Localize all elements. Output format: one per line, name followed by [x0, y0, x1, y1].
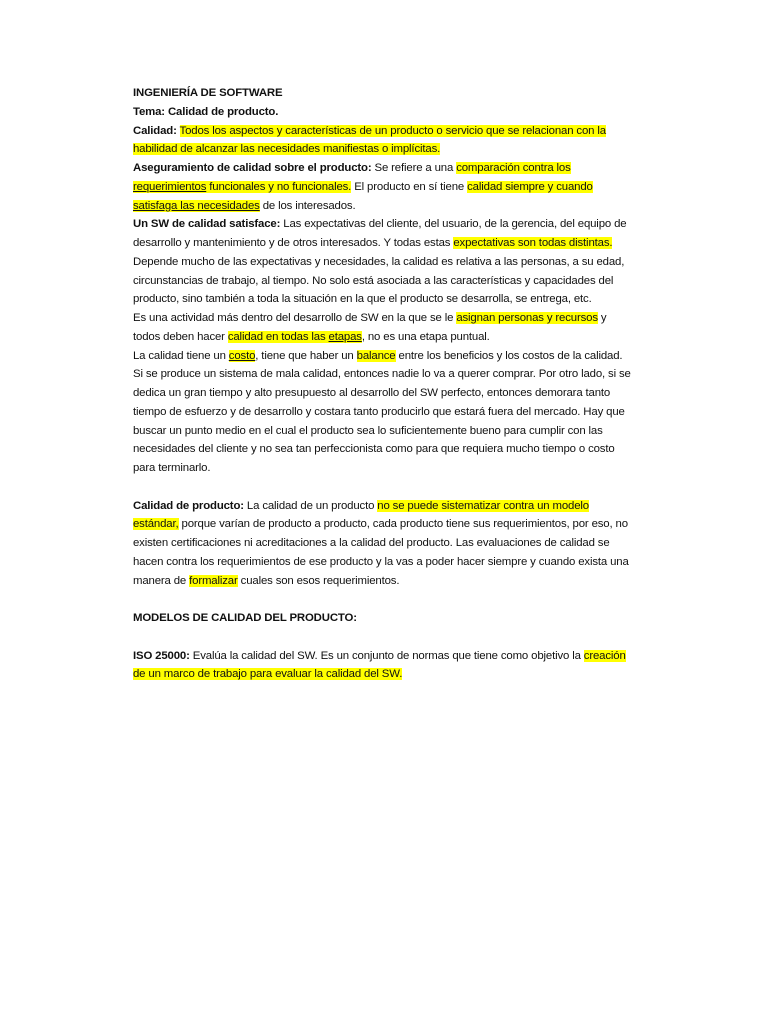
- paragraph-costo: La calidad tiene un costo, tiene que haber un balance entre los beneficios y los costos de la calidad. Si se produce un sistema de mala calidad, entonces nadie lo va a querer comprar. Por otro lado, si se dedica un gran tiempo y alto presupuesto al desarrollo del SW perfecto, entonces demorara tanto tiempo de esfuerzo y de desarrollo y costara tanto producirlo que estará fuera del mercado. Hay que buscar un punto medio en el cual el producto sea lo suficientemente bueno para cumplir con las necesidades del cliente y no sea tan perfeccionista como para que requiera mucho tiempo o costo para terminarlo.: [133, 349, 631, 474]
- underlined-word: satisfaga las necesidades: [133, 199, 260, 212]
- section-heading-modelos: MODELOS DE CALIDAD DEL PRODUCTO:: [133, 612, 357, 624]
- paragraph-aseguramiento: Aseguramiento de calidad sobre el producto: Se refiere a una comparación contra los requerimientos funcionales y no funcionales. El producto en sí tiene calidad siempre y cuando satisfaga las necesidades de los interesados.: [133, 162, 593, 212]
- paragraph-calidad: [133, 122, 631, 160]
- spacer: [133, 590, 631, 609]
- highlight: creación de un marco de trabajo para evaluar la calidad del SW.: [133, 649, 626, 681]
- spacer: [133, 628, 631, 647]
- underlined-word: etapas: [328, 330, 362, 343]
- paragraph-actividad: Es una actividad más dentro del desarrollo de SW en la que se le asignan personas y recursos y todos deben hacer calidad en todas las etapas, no es una etapa puntual.: [133, 312, 607, 343]
- highlight: Todos los aspectos y características de un producto o servicio que se relacionan con la habilidad de alcanzar las necesidades manifiestas o implícitas.: [133, 124, 606, 156]
- highlight: calidad en todas las etapas: [227, 330, 362, 343]
- term-label: Un SW de calidad satisface:: [133, 218, 281, 231]
- term-label: Aseguramiento de calidad sobre el producto:: [133, 162, 372, 174]
- highlight: balance: [356, 349, 396, 362]
- term-label: Calidad:: [133, 124, 177, 137]
- document-body: [133, 84, 631, 684]
- highlight: asignan personas y recursos: [456, 312, 598, 324]
- topic-line: Tema: Calidad de producto.: [133, 105, 279, 118]
- spacer: [133, 478, 631, 497]
- highlight: expectativas son todas distintas.: [453, 237, 613, 249]
- highlight: no se puede sistematizar contra un modelo estándar,: [133, 499, 589, 531]
- highlight: formalizar: [189, 574, 238, 587]
- paragraph-iso: ISO 25000: Evalúa la calidad del SW. Es un conjunto de normas que tiene como objetivo la creación de un marco de trabajo para evaluar la calidad del SW.: [133, 649, 626, 681]
- paragraph-satisface: Un SW de calidad satisface: Las expectativas del cliente, del usuario, de la gerencia, del equipo de desarrollo y mantenimiento y de otros interesados. Y todas estas expectativas son todas distintas. Depende mucho de las expectativas y necesidades, la calidad es relativa a las personas, a su edad, circunstancias de trabajo, al tiempo. No solo está asociada a las características y capacidades del producto, sino también a toda la situación en la que el producto se desarrolla, se entrega, etc.: [133, 218, 627, 306]
- term-label: Calidad de producto:: [133, 499, 244, 512]
- document-title: INGENIERÍA DE SOFTWARE: [133, 87, 283, 99]
- paragraph-producto: Calidad de producto: La calidad de un producto no se puede sistematizar contra un modelo estándar, porque varían de producto a producto, cada producto tiene sus requerimientos, por eso, no existen certificaciones ni acreditaciones a la calidad del producto. Las evaluaciones de calidad se hacen contra los requerimientos de ese producto y la vas a poder hacer siempre y cuando exista una manera de formalizar cuales son esos requerimientos.: [133, 499, 629, 587]
- highlight: costo: [228, 349, 256, 362]
- highlight: comparación contra los requerimientos funcionales y no funcionales.: [133, 162, 571, 193]
- underlined-word: requerimientos: [133, 180, 207, 193]
- term-label: ISO 25000:: [133, 649, 190, 662]
- highlight: calidad siempre y cuando satisfaga las necesidades: [133, 180, 593, 212]
